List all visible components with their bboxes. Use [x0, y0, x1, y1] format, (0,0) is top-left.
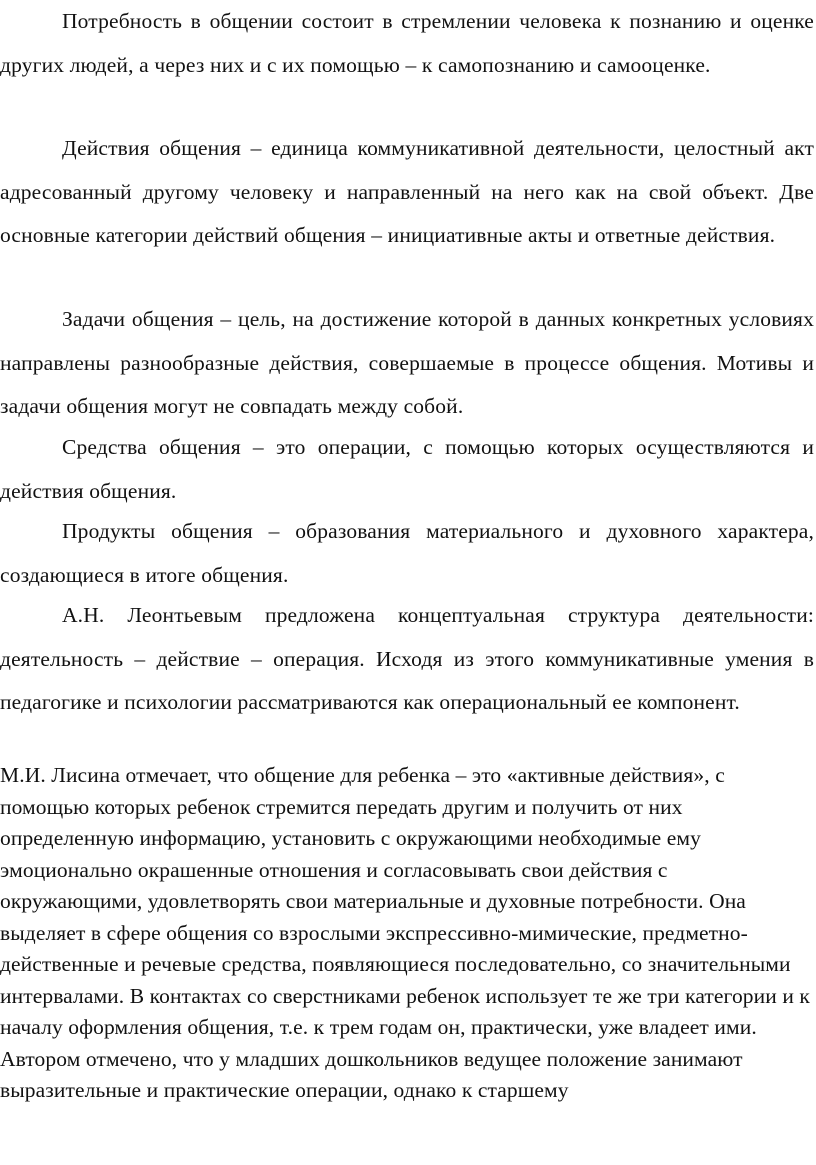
paragraph-communication-means: Средства общения – это операции, с помощью которых осуществляются и действия общения. [0, 435, 814, 503]
paragraph-leontiev-structure: А.Н. Леонтьевым предложена концептуальная структура деятельности: деятельность – действие – операция. Исходя из этого коммуникативные умения в педагогике и психологии рассматриваются как операциональный ее компонент. [0, 603, 814, 714]
paragraph-lisina: М.И. Лисина отмечает, что общение для ребенка – это «активные действия», с помощью которых ребенок стремится передать другим и получить от них определенную информацию, установить с окружающими необходимые ему эмоционально окрашенные отношения и согласовывать свои действия с окружающими, удовлетворять свои материальные и духовные потребности. Она выделяет в сфере общения со взрослыми экспрессивно-мимические, предметно-действенные и речевые средства, появляющиеся последовательно, со значительными интервалами. В контактах со сверстниками ребенок использует те же три категории и к началу оформления общения, т.е. к трем годам он, практически, уже владеет ими. Автором отмечено, что у младших дошкольников ведущее положение занимают выразительные и практические операции, однако к старшему [0, 763, 810, 1102]
paragraph-communication-tasks: Задачи общения – цель, на достижение которой в данных конкретных условиях направлены разнообразные действия, совершаемые в процессе общения. Мотивы и задачи общения могут не совпадать между собой. [0, 307, 814, 418]
paragraph-need-for-communication: Потребность в общении состоит в стремлении человека к познанию и оценке других людей, а через них и с их помощью – к самопознанию и самооценке. [0, 9, 814, 77]
paragraph-communication-products: Продукты общения – образования материального и духовного характера, создающиеся в итоге общения. [0, 519, 814, 587]
paragraph-communication-actions: Действия общения – единица коммуникативной деятельности, целостный акт адресованный другому человеку и направленный на него как на свой объект. Две основные категории действий общения – инициативные акты и ответные действия. [0, 136, 814, 247]
